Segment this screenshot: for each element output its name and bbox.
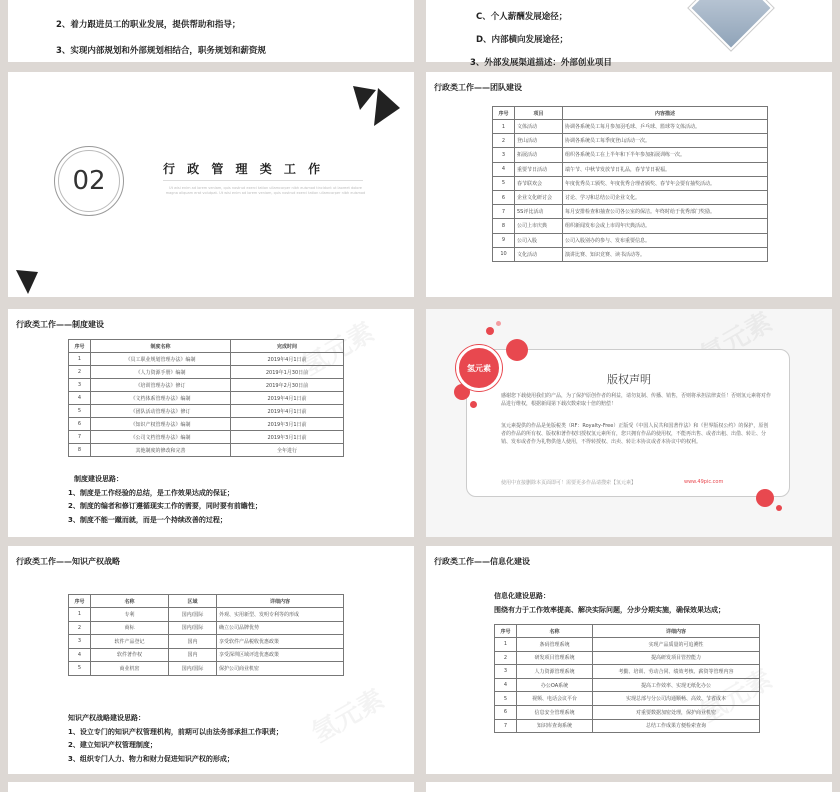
career-line: C、个人薪酬发展途径； bbox=[476, 12, 568, 22]
table-cell: 5 bbox=[495, 692, 517, 706]
table-row bbox=[495, 692, 760, 706]
watermark bbox=[304, 679, 390, 750]
table-cell: 商标 bbox=[91, 621, 169, 635]
table-cell: 5S评比活动 bbox=[515, 205, 563, 219]
table-cell: 信息安全管理系统 bbox=[517, 705, 593, 719]
table-row bbox=[69, 405, 344, 418]
table-cell: 提高研发项目管控能力 bbox=[593, 651, 760, 665]
table-cell: 2019年1月30日前 bbox=[231, 366, 344, 379]
table-cell: 总结工作成果方便检索查询 bbox=[593, 719, 760, 733]
table-header: 名称 bbox=[517, 625, 593, 638]
table-cell: 9 bbox=[493, 233, 515, 247]
photo-decoration bbox=[689, 0, 774, 50]
slide-title: 行政类工作——团队建设 bbox=[434, 83, 522, 92]
table-cell: 2 bbox=[69, 366, 91, 379]
table-cell: 公司入股 bbox=[515, 233, 563, 247]
table-cell: 2019年4月1日前 bbox=[231, 405, 344, 418]
copyright-paragraph: 感谢您下载使用我们的产品，为了保护原创作者的利益，请勿复制、传播、销售，否则将承担法律责任！否则氢元素将对作品进行维权，根据新闻第下载次数索取十倍的赔偿！ bbox=[501, 393, 772, 407]
table-cell: 4 bbox=[495, 678, 517, 692]
table-cell: 拓展活动 bbox=[515, 148, 563, 162]
section-title: 行 政 管 理 类 工 作 bbox=[163, 162, 325, 176]
table-row bbox=[69, 366, 344, 379]
copyright-url[interactable]: www.49pic.com bbox=[684, 479, 724, 485]
table-row bbox=[493, 247, 768, 261]
table-row bbox=[495, 665, 760, 679]
career-line: 2、着力跟进员工的职业发展，提供帮助和指导； bbox=[56, 20, 241, 30]
table-header: 内容描述 bbox=[563, 107, 768, 120]
table-row bbox=[493, 134, 768, 148]
slide-copyright bbox=[426, 309, 832, 537]
table-row bbox=[493, 162, 768, 176]
note-line: 3、制度不能一蹴而就，而是一个持续改善的过程； bbox=[68, 515, 227, 524]
table-cell: 知识库查询系统 bbox=[517, 719, 593, 733]
table-cell: 1 bbox=[493, 120, 515, 134]
table-cell: 考勤、培训、劳动合同、绩效考核、薪资等管理内容 bbox=[593, 665, 760, 679]
table-cell: 公司入股别办的参与、发布重要信息。 bbox=[563, 233, 768, 247]
slide-section-02 bbox=[8, 72, 414, 297]
slide-title: 行政类工作——制度建设 bbox=[16, 320, 104, 329]
table-cell: 7 bbox=[69, 431, 91, 444]
table-cell: 条码管理系统 bbox=[517, 638, 593, 652]
table-cell: 2019年3月1日前 bbox=[231, 431, 344, 444]
table-cell: 6 bbox=[495, 705, 517, 719]
table-cell: 8 bbox=[493, 219, 515, 233]
table-cell: 全年进行 bbox=[231, 444, 344, 457]
slide-career-right bbox=[426, 0, 832, 68]
table-cell: 5 bbox=[69, 662, 91, 676]
note-line: 1、制度是工作经验的总结，是工作效果达成的保证； bbox=[68, 488, 234, 497]
table-cell: 实现总部与分公司沟通顺畅、高效、节省成本 bbox=[593, 692, 760, 706]
table-cell: 提高工作效率、实现无纸化办公 bbox=[593, 678, 760, 692]
table-cell: 5 bbox=[69, 405, 91, 418]
table-row bbox=[493, 190, 768, 204]
table-cell: 国内/国际 bbox=[169, 608, 217, 622]
table-cell: 视频、电话会议平台 bbox=[517, 692, 593, 706]
table-cell: 实现产品质量的可追溯性 bbox=[593, 638, 760, 652]
table-header: 完成时间 bbox=[231, 340, 344, 353]
table-cell: 享受软件产品税收优惠政策 bbox=[217, 635, 344, 649]
section-subtitle: Ut wisi enim ad lorem veniam, quis nostrud exerci tation ullamcorper nibh euismod tincidunt ut laoreet dolore magna aliquam erat volutpat. Ut wisi enim ad lorem veniam, quis nostrud exerci tation ullamcorper nibh euismod bbox=[165, 186, 366, 195]
table-row bbox=[493, 205, 768, 219]
table-cell: 组织各系统员工在上半年和下半年参加拓展训练一次。 bbox=[563, 148, 768, 162]
table-cell: 协调各系统员工每季度登山活动一次。 bbox=[563, 134, 768, 148]
decor-dot bbox=[470, 401, 477, 408]
note-line: 3、组织专门人力、物力和财力促进知识产权的形成； bbox=[68, 754, 234, 763]
table-header: 序号 bbox=[69, 340, 91, 353]
table-cell: 1 bbox=[495, 638, 517, 652]
table-cell: 2 bbox=[493, 134, 515, 148]
table-cell: 享受深圳区域评选优惠政策 bbox=[217, 648, 344, 662]
table-cell: 研发项目管理系统 bbox=[517, 651, 593, 665]
table-cell: 2019年2月30日前 bbox=[231, 379, 344, 392]
decor-dot bbox=[486, 327, 494, 335]
table-row bbox=[493, 148, 768, 162]
table-row bbox=[69, 392, 344, 405]
table-row bbox=[495, 719, 760, 733]
table-cell: 讨论、学习和总结公司企业文化。 bbox=[563, 190, 768, 204]
triangle-decoration bbox=[14, 268, 44, 298]
table-cell: 8 bbox=[69, 444, 91, 457]
table-cell: 软件产品登记 bbox=[91, 635, 169, 649]
ip-table bbox=[68, 594, 344, 676]
table-cell: 《人力资源手册》编制 bbox=[91, 366, 231, 379]
table-cell: 国内/国际 bbox=[169, 621, 217, 635]
table-row bbox=[493, 219, 768, 233]
slide-partial bbox=[8, 782, 414, 792]
table-header: 详细内容 bbox=[217, 595, 344, 608]
table-cell: 2 bbox=[495, 651, 517, 665]
table-header: 项目 bbox=[515, 107, 563, 120]
copyright-title: 版权声明 bbox=[607, 373, 651, 386]
table-cell: 2019年4月1日前 bbox=[231, 353, 344, 366]
table-cell: 10 bbox=[493, 247, 515, 261]
notes-title: 信息化建设思路： bbox=[494, 592, 550, 600]
table-cell: 3 bbox=[69, 379, 91, 392]
notes-title: 制度建设思路： bbox=[74, 475, 123, 483]
table-cell: 确立公司品牌优势 bbox=[217, 621, 344, 635]
table-header: 区域 bbox=[169, 595, 217, 608]
table-cell: 2019年3月1日前 bbox=[231, 418, 344, 431]
table-cell: 7 bbox=[495, 719, 517, 733]
table-cell: 登山活动 bbox=[515, 134, 563, 148]
table-header: 序号 bbox=[69, 595, 91, 608]
table-cell: 端午节、中秋节发放节日礼品，春节节日祝福。 bbox=[563, 162, 768, 176]
table-cell: 《文档体系管理办法》编制 bbox=[91, 392, 231, 405]
table-cell: 外观、实用新型、发明专利等的形成 bbox=[217, 608, 344, 622]
table-cell: 2 bbox=[69, 621, 91, 635]
ip-notes bbox=[68, 712, 283, 766]
table-header: 详细内容 bbox=[593, 625, 760, 638]
slide-title: 行政类工作——知识产权战略 bbox=[16, 557, 120, 566]
triangle-decoration bbox=[348, 78, 408, 128]
slide-system-building bbox=[8, 309, 414, 537]
note-line: 2、建立知识产权管理制度； bbox=[68, 741, 157, 749]
table-cell: 3 bbox=[495, 665, 517, 679]
system-table bbox=[68, 339, 344, 457]
slide-title: 行政类工作——信息化建设 bbox=[434, 557, 530, 566]
copyright-paragraph: 氢元素提供的作品是免版税类（RF：Royalty-Free）正版受《中国人民共和国著作法》和《世界版权公约》的保护，原创者的作品的所有权、版权和著作权归授权氢元素所有，您只拥有作品的使用权，不能再出售、或者出租、出借、转让、分销、发布或者作为礼物供他人使用，不得转授权、出卖、转让本协议或者本协议中的权利。 bbox=[501, 423, 769, 445]
table-cell: 2019年4月1日前 bbox=[231, 392, 344, 405]
table-row bbox=[69, 431, 344, 444]
system-notes bbox=[68, 473, 262, 527]
table-row bbox=[69, 353, 344, 366]
table-cell: 商业机密 bbox=[91, 662, 169, 676]
career-line: 3、外部发展渠道描述：外部创业项目 bbox=[470, 58, 612, 68]
career-left-lines bbox=[56, 12, 266, 64]
slide-informatization bbox=[426, 546, 832, 774]
copyright-footer: 使用中直接删除本页面即可！需要更多作品请搜索【氢元素】 bbox=[501, 480, 637, 486]
table-cell: 4 bbox=[69, 648, 91, 662]
table-cell: 5 bbox=[493, 176, 515, 190]
table-cell: 《公司文档管理办法》编制 bbox=[91, 431, 231, 444]
table-cell: 《知识产权管理办法》编制 bbox=[91, 418, 231, 431]
table-header: 名称 bbox=[91, 595, 169, 608]
table-cell: 企业文化研讨会 bbox=[515, 190, 563, 204]
table-cell: 每月安排检查和抽查公司各公室的保洁。年终时给于优秀部门奖励。 bbox=[563, 205, 768, 219]
team-table bbox=[492, 106, 768, 262]
table-cell: 《团队活动管理办法》修订 bbox=[91, 405, 231, 418]
table-row bbox=[69, 662, 344, 676]
table-cell: 国内 bbox=[169, 635, 217, 649]
table-cell: 《员工职业规划管理办法》编制 bbox=[91, 353, 231, 366]
table-row bbox=[495, 678, 760, 692]
table-row bbox=[495, 638, 760, 652]
section-number-circle bbox=[54, 146, 124, 216]
table-row bbox=[493, 176, 768, 190]
slide-team-building bbox=[426, 72, 832, 297]
table-cell: 公司上市庆典 bbox=[515, 219, 563, 233]
table-cell: 组织新闻发布会或上市周年庆典活动。 bbox=[563, 219, 768, 233]
table-cell: 专利 bbox=[91, 608, 169, 622]
table-row bbox=[493, 233, 768, 247]
table-header: 序号 bbox=[493, 107, 515, 120]
table-row bbox=[69, 648, 344, 662]
table-cell: 文化活动 bbox=[515, 247, 563, 261]
table-cell: 3 bbox=[69, 635, 91, 649]
table-cell: 7 bbox=[493, 205, 515, 219]
table-cell: 6 bbox=[69, 418, 91, 431]
table-cell: 年度优秀员工颁奖、年度优秀合理者颁奖、春节年会要有抽奖活动。 bbox=[563, 176, 768, 190]
table-cell: 人力资源管理系统 bbox=[517, 665, 593, 679]
section-number: 02 bbox=[72, 166, 106, 196]
decor-dot bbox=[496, 321, 501, 326]
table-row bbox=[495, 651, 760, 665]
table-cell: 1 bbox=[69, 608, 91, 622]
note-line: 2、制度的编者和修订遵循现实工作的需要，同时要有前瞻性； bbox=[68, 502, 262, 510]
info-notes bbox=[494, 590, 725, 617]
table-cell: 4 bbox=[493, 162, 515, 176]
slide-partial bbox=[426, 782, 832, 792]
table-cell: 春节联欢会 bbox=[515, 176, 563, 190]
table-header: 制度名称 bbox=[91, 340, 231, 353]
notes-title: 知识产权战略建设思路： bbox=[68, 714, 145, 722]
table-cell: 国内/国际 bbox=[169, 662, 217, 676]
table-cell: 文体活动 bbox=[515, 120, 563, 134]
table-row bbox=[69, 621, 344, 635]
notes-sub: 围绕有力于工作效率提高、解决实际问题，分步分期实施，确保效果达成； bbox=[494, 605, 725, 614]
career-line: 3、实现内部规划和外部规划相结合，职务规划和薪资规 bbox=[56, 46, 266, 56]
decor-dot bbox=[756, 489, 774, 507]
table-cell: 重要节日活动 bbox=[515, 162, 563, 176]
table-row bbox=[69, 635, 344, 649]
table-cell: 国内 bbox=[169, 648, 217, 662]
table-row bbox=[69, 608, 344, 622]
brand-badge-text: 氢元素 bbox=[467, 363, 491, 373]
table-row bbox=[69, 379, 344, 392]
table-row bbox=[69, 444, 344, 457]
table-cell: 对重要数据加密处理，保护商业机密 bbox=[593, 705, 760, 719]
career-right-lines bbox=[470, 6, 612, 75]
table-row bbox=[69, 418, 344, 431]
slide-career-left bbox=[8, 0, 414, 62]
info-table bbox=[494, 624, 760, 733]
table-cell: 《培训管理办法》修订 bbox=[91, 379, 231, 392]
table-cell: 协调各系统员工每月参加羽毛球、乒乓球、篮球等文体活动。 bbox=[563, 120, 768, 134]
table-cell: 办公OA系统 bbox=[517, 678, 593, 692]
table-header: 序号 bbox=[495, 625, 517, 638]
table-cell: 1 bbox=[69, 353, 91, 366]
table-row bbox=[495, 705, 760, 719]
note-line: 1、设立专门的知识产权管理机构，前期可以由法务部承担工作职责； bbox=[68, 727, 283, 736]
table-cell: 4 bbox=[69, 392, 91, 405]
table-cell: 软件著作权 bbox=[91, 648, 169, 662]
table-cell: 3 bbox=[493, 148, 515, 162]
table-cell: 其他制度的修改和完善 bbox=[91, 444, 231, 457]
table-cell: 保护公司商业机密 bbox=[217, 662, 344, 676]
section-title-line bbox=[163, 180, 363, 181]
slide-ip-strategy bbox=[8, 546, 414, 774]
table-row bbox=[493, 120, 768, 134]
decor-dot bbox=[506, 339, 528, 361]
decor-dot bbox=[776, 505, 782, 511]
table-cell: 6 bbox=[493, 190, 515, 204]
table-cell: 演讲比赛、知识竞赛、读书活动等。 bbox=[563, 247, 768, 261]
career-line: D、内部横向发展途径； bbox=[476, 35, 569, 45]
